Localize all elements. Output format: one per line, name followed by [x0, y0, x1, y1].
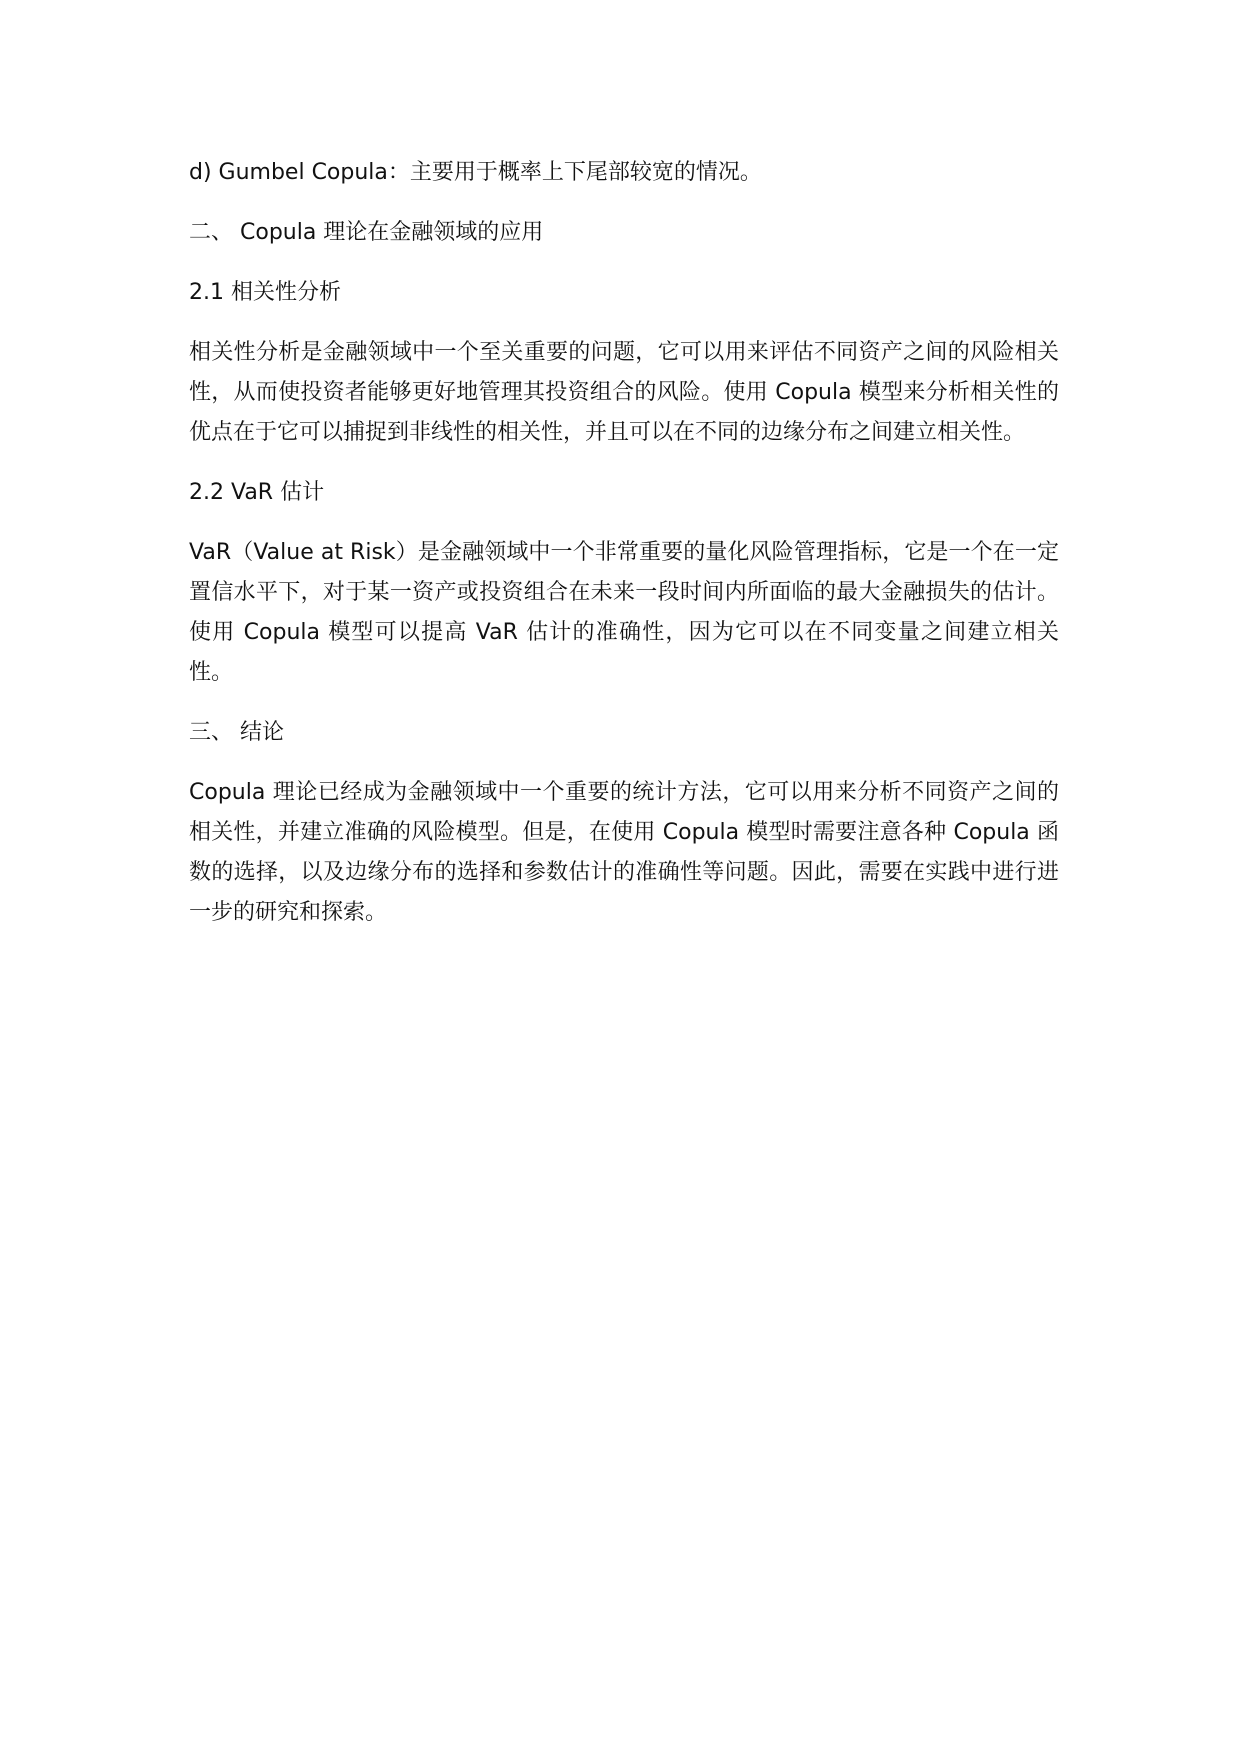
paragraph-var: VaR（Value at Risk）是金融领域中一个非常重要的量化风险管理指标，它是一个在一定置信水平下，对于某一资产或投资组合在未来一段时间内所面临的最大金融损失的估计。使用 Copula 模型可以提高 VaR 估计的准确性，因为它可以在不同变量之间建立相关性。	[189, 540, 1059, 685]
subsection-heading-var: 2.2 VaR 估计	[189, 480, 325, 505]
section-heading-conclusion: 三、 结论	[189, 720, 284, 745]
subsection-heading-correlation: 2.1 相关性分析	[189, 280, 341, 305]
paragraph-correlation: 相关性分析是金融领域中一个至关重要的问题，它可以用来评估不同资产之间的风险相关性，从而使投资者能够更好地管理其投资组合的风险。使用 Copula 模型来分析相关性的优点在于它可以捕捉到非线性的相关性，并且可以在不同的边缘分布之间建立相关性。	[189, 340, 1059, 445]
document-body	[189, 153, 1059, 933]
paragraph-conclusion: Copula 理论已经成为金融领域中一个重要的统计方法，它可以用来分析不同资产之间的相关性，并建立准确的风险模型。但是，在使用 Copula 模型时需要注意各种 Copula 函数的选择，以及边缘分布的选择和参数估计的准确性等问题。因此，需要在实践中进行进一步的研究和探索。	[189, 780, 1059, 925]
list-item-gumbel-copula: d) Gumbel Copula：主要用于概率上下尾部较宽的情况。	[189, 160, 762, 185]
section-heading-applications: 二、 Copula 理论在金融领域的应用	[189, 220, 544, 245]
